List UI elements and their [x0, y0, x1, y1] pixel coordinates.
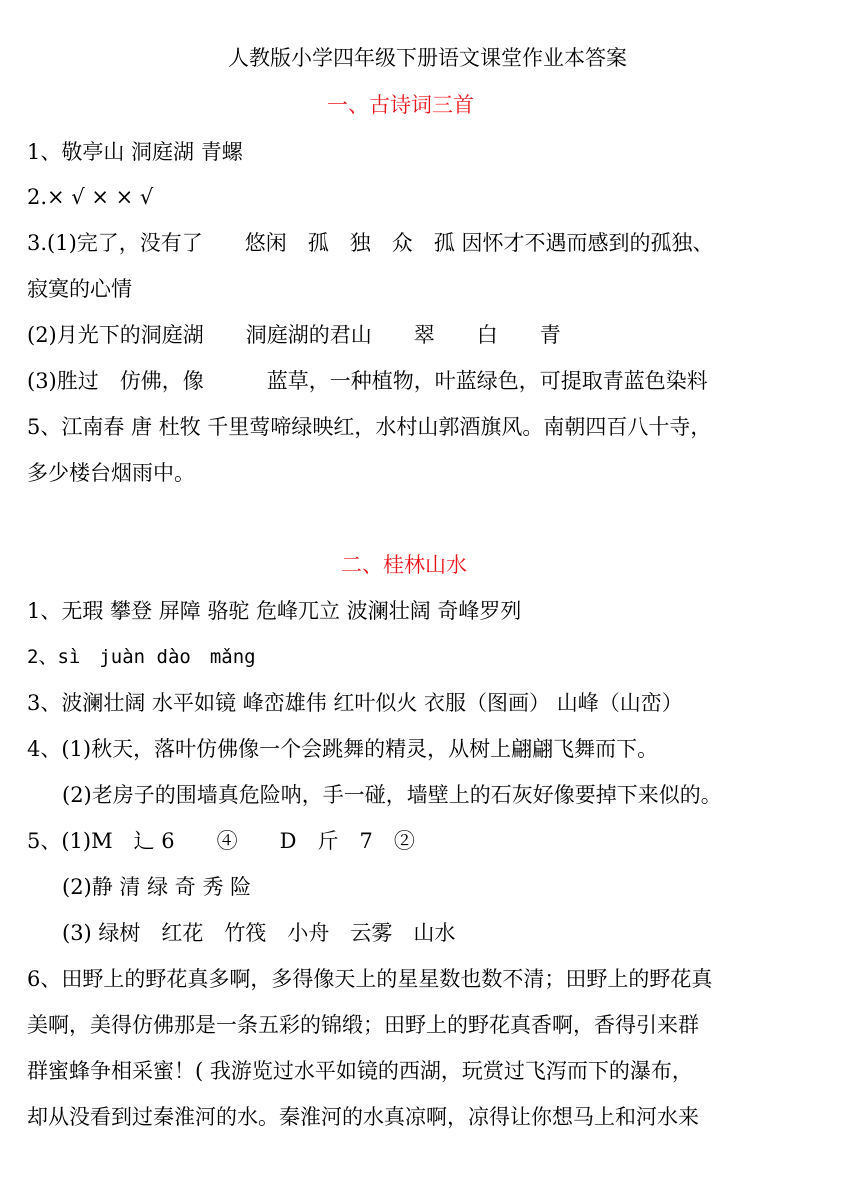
section-heading-2: 二、桂林山水 — [341, 553, 467, 577]
answer-line: 2.× √ × × √ — [27, 185, 154, 209]
answer-line: 多少楼台烟雨中。 — [27, 461, 195, 485]
document-title: 人教版小学四年级下册语文课堂作业本答案 — [228, 46, 627, 70]
section-heading-1: 一、古诗词三首 — [327, 93, 474, 117]
answer-line: 5、江南春 唐 杜牧 千里莺啼绿映红，水村山郭酒旗风。南朝四百八十寺， — [27, 415, 712, 439]
answer-line: 3.(1)完了，没有了 悠闲 孤 独 众 孤 因怀才不遇而感到的孤独、 — [27, 231, 714, 255]
answer-line: (3) 绿树 红花 竹筏 小舟 云雾 山水 — [62, 921, 456, 945]
answer-line: (2)月光下的洞庭湖 洞庭湖的君山 翠 白 青 — [27, 323, 561, 347]
answer-line: 却从没看到过秦淮河的水。秦淮河的水真凉啊，凉得让你想马上和河水来 — [27, 1105, 699, 1129]
answer-line: (2)静 清 绿 奇 秀 险 — [62, 875, 252, 899]
answer-line: (3)胜过 仿佛，像 蓝草，一种植物，叶蓝绿色，可提取青蓝色染料 — [27, 369, 708, 393]
answer-line: 群蜜蜂争相采蜜！( 我游览过水平如镜的西湖，玩赏过飞泻而下的瀑布， — [27, 1059, 693, 1083]
answer-line: 1、敬亭山 洞庭湖 青螺 — [27, 140, 243, 164]
answer-line: 美啊，美得仿佛那是一条五彩的锦缎；田野上的野花真香啊，香得引来群 — [27, 1013, 699, 1037]
answer-line: 6、田野上的野花真多啊，多得像天上的星星数也数不清；田野上的野花真 — [27, 967, 713, 991]
answer-line: 4、(1)秋天，落叶仿佛像一个会跳舞的精灵，从树上翩翩飞舞而下。 — [27, 737, 659, 761]
answer-line: 3、波澜壮阔 水平如镜 峰峦雄伟 红叶似火 衣服（图画） 山峰（山峦） — [27, 691, 683, 715]
answer-line: 1、无瑕 攀登 屏障 骆驼 危峰兀立 波澜壮阔 奇峰罗列 — [27, 599, 522, 623]
answer-line: 寂寞的心情 — [27, 277, 132, 301]
answer-line: (2)老房子的围墙真危险呐，手一碰，墙壁上的石灰好像要掉下来似的。 — [62, 783, 722, 807]
answer-line-pinyin: 2、sì juàn dào mǎng — [27, 646, 256, 668]
answer-line: 5、(1)M 辶 6 ④ D 斤 7 ② — [27, 829, 415, 853]
